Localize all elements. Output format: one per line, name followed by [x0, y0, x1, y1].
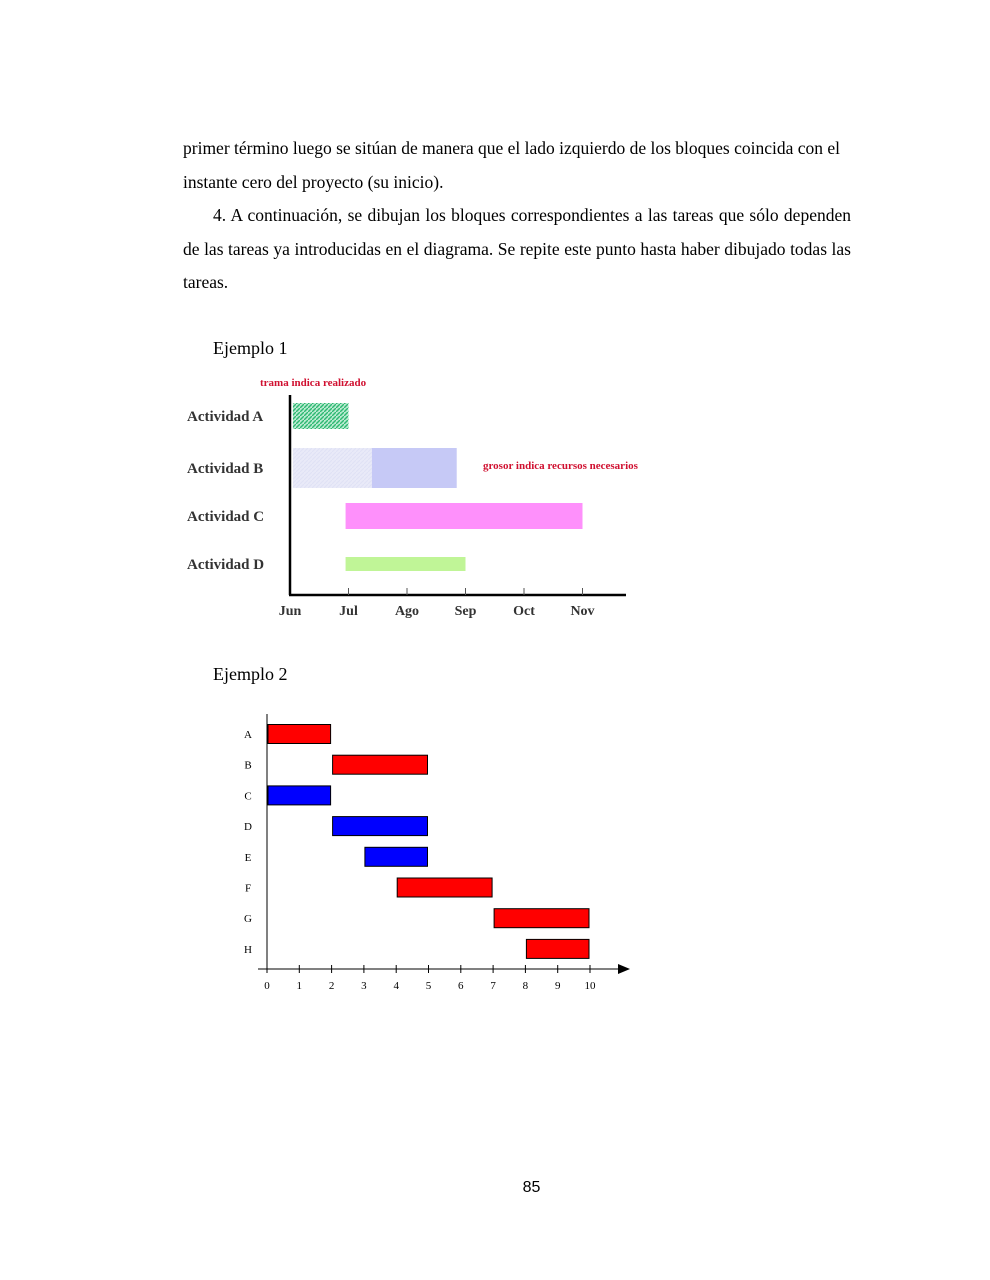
x-tick-label-2: Ago — [394, 604, 420, 619]
x-tick-label-6: 6 — [458, 980, 464, 992]
x-tick-label-5: Nov — [570, 604, 595, 619]
bar-pending-1 — [372, 448, 457, 488]
task-label-3: Actividad D — [187, 557, 265, 573]
task-label-D: D — [244, 821, 252, 834]
task-label-1: Actividad B — [187, 461, 264, 477]
x-tick-label-8: 8 — [522, 980, 529, 992]
task-label-C: C — [244, 790, 252, 803]
bar-A — [268, 725, 331, 744]
bar-E — [365, 847, 428, 866]
x-axis-arrow — [618, 964, 630, 974]
example-2-caption: Ejemplo 2 — [213, 664, 288, 684]
bar-G — [494, 909, 589, 928]
gantt-chart-example-1 — [180, 368, 660, 628]
x-tick-label-3: Sep — [454, 604, 477, 619]
x-tick-label-0: Jun — [278, 604, 302, 619]
bar-done-1 — [293, 448, 372, 488]
task-label-G: G — [244, 913, 252, 926]
task-label-H: H — [244, 943, 252, 956]
task-label-E: E — [244, 851, 252, 864]
task-label-A: A — [244, 729, 252, 741]
bar-D — [333, 817, 428, 836]
task-label-B: B — [244, 759, 252, 772]
bar-H — [526, 939, 589, 958]
x-tick-label-1: Jul — [339, 604, 358, 619]
task-label-0: Actividad A — [187, 409, 264, 425]
x-tick-label-3: 3 — [361, 980, 367, 992]
annotation-recursos: grosor indica recursos necesarios — [483, 460, 638, 472]
paragraph-continuation: primer término luego se sitúan de manera que el lado izquierdo de los bloques coincida con el instante cero del proyecto (su inicio). — [183, 138, 841, 192]
x-tick-label-1: 1 — [296, 980, 303, 992]
paragraph-step-4: 4. A continuación, se dibujan los bloques correspondientes a las tareas que sólo dependen de las tareas ya introducidas en el diagrama. Se repite este punto hasta haber dibujado todas las tareas. — [183, 205, 851, 292]
x-tick-label-10: 10 — [584, 980, 596, 992]
annotation-realizado: trama indica realizado — [260, 377, 367, 389]
x-tick-label-7: 7 — [490, 980, 496, 992]
gantt-chart-example-2 — [230, 708, 640, 998]
bar-2 — [346, 503, 583, 529]
page-number: 85 — [522, 1179, 541, 1196]
x-tick-label-9: 9 — [554, 980, 561, 992]
x-tick-label-4: Oct — [513, 604, 535, 619]
bar-B — [333, 755, 428, 774]
x-tick-label-2: 2 — [328, 980, 335, 992]
bar-C — [268, 786, 331, 805]
x-tick-label-0: 0 — [264, 980, 270, 992]
x-tick-label-5: 5 — [425, 980, 432, 992]
bar-done-0 — [293, 403, 349, 429]
bar-3 — [346, 557, 466, 571]
bar-F — [397, 878, 492, 897]
task-label-F: F — [244, 882, 252, 895]
example-1-caption: Ejemplo 1 — [213, 338, 288, 358]
x-tick-label-4: 4 — [393, 980, 399, 992]
task-label-2: Actividad C — [187, 509, 265, 525]
